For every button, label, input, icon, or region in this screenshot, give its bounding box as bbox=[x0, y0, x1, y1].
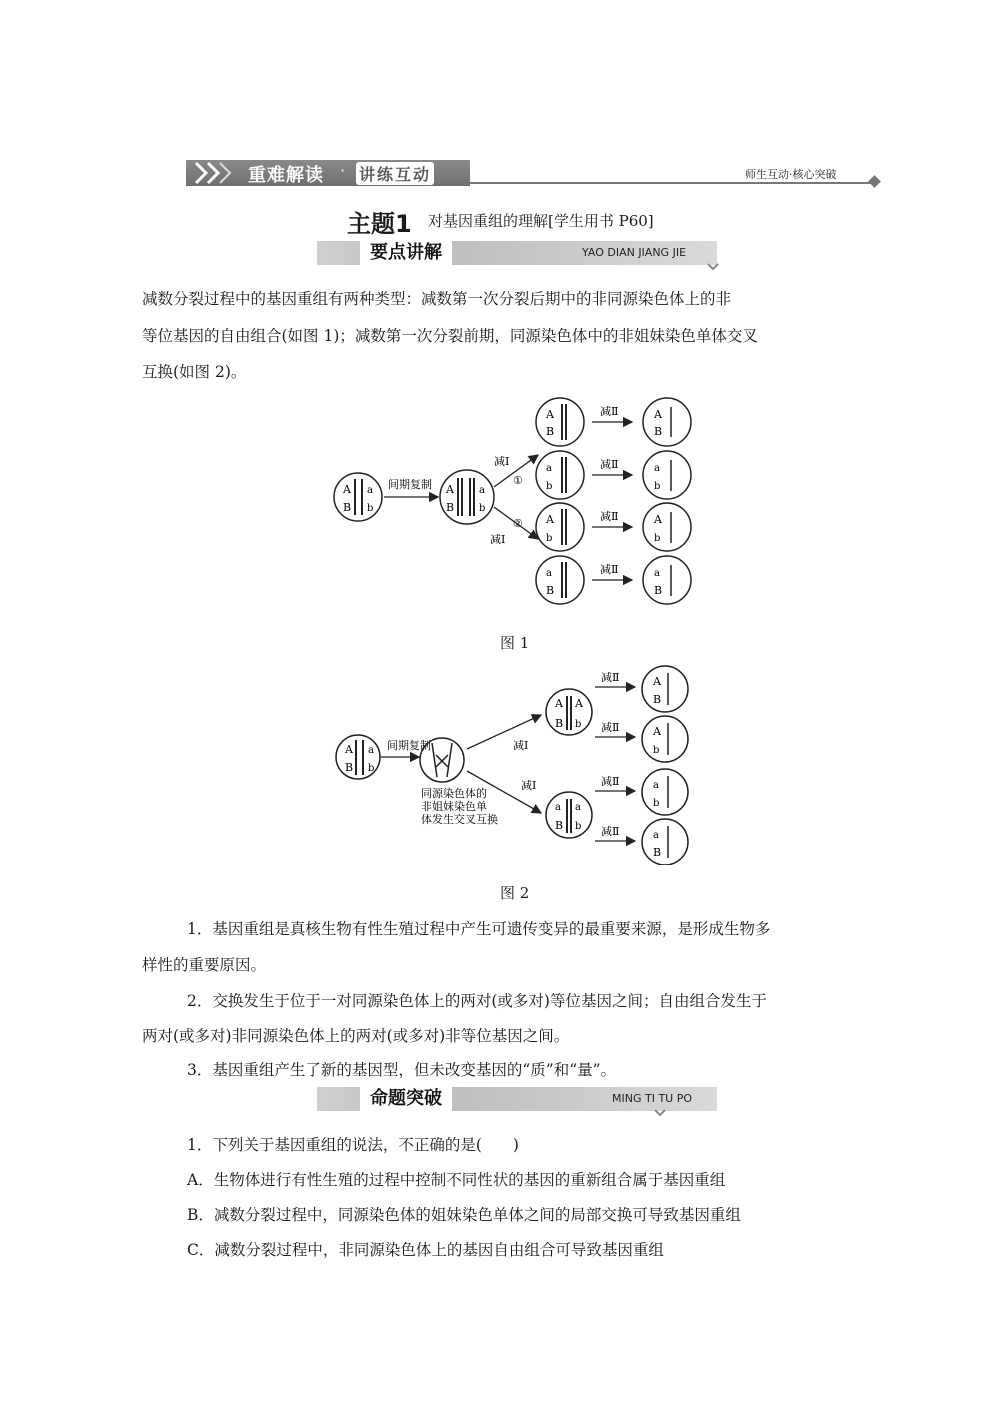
svg-text:b: b bbox=[575, 719, 582, 730]
chevron-down-icon bbox=[653, 1108, 667, 1118]
fig2-note-1: 同源染色体的 bbox=[421, 787, 487, 800]
svg-text:减Ⅱ: 减Ⅱ bbox=[600, 458, 619, 471]
question-stem: 1．下列关于基因重组的说法，不正确的是( ) bbox=[187, 1136, 519, 1154]
point-3: 3．基因重组产生了新的基因型，但未改变基因的“质”和“量”。 bbox=[187, 1061, 617, 1079]
chevron-down-icon bbox=[706, 262, 720, 272]
fig2-m1-cell-1 bbox=[546, 689, 592, 735]
svg-text:减Ⅱ: 减Ⅱ bbox=[601, 825, 620, 838]
header-rule bbox=[470, 182, 875, 184]
svg-text:减Ⅱ: 减Ⅱ bbox=[601, 671, 620, 684]
svg-text:A: A bbox=[654, 513, 662, 526]
figure-1-caption: 图 1 bbox=[500, 634, 530, 652]
svg-text:减Ⅱ: 减Ⅱ bbox=[601, 775, 620, 788]
svg-text:A: A bbox=[653, 675, 661, 688]
svg-text:B: B bbox=[555, 819, 564, 832]
fig2-m2-cell-2 bbox=[642, 716, 688, 762]
svg-text:B: B bbox=[654, 425, 663, 438]
fig2-m2-cell-3 bbox=[642, 769, 688, 815]
fig1-m1-cell-3 bbox=[536, 503, 584, 551]
svg-text:b: b bbox=[653, 745, 660, 756]
header-right-label: 师生互动·核心突破 bbox=[745, 168, 837, 181]
svg-text:A: A bbox=[575, 697, 583, 710]
svg-text:a: a bbox=[368, 745, 374, 756]
fig1-m2-cell-3 bbox=[643, 503, 691, 551]
svg-text:B: B bbox=[653, 846, 662, 859]
fig1-replicate-label: 间期复制 bbox=[388, 478, 432, 491]
svg-text:a: a bbox=[653, 830, 659, 841]
option-c: C．减数分裂过程中，非同源染色体上的基因自由组合可导致基因重组 bbox=[187, 1241, 664, 1259]
fig1-mid-cell bbox=[440, 470, 494, 524]
fig2-note-3: 体发生交叉互换 bbox=[421, 813, 498, 826]
svg-text:a: a bbox=[654, 463, 660, 474]
fig1-start-cell bbox=[334, 473, 382, 521]
fig1-path2: ② bbox=[513, 517, 523, 530]
svg-text:b: b bbox=[368, 763, 375, 774]
topic-label: 主题1 bbox=[347, 210, 412, 238]
svg-text:b: b bbox=[479, 503, 486, 514]
topic-text: 对基因重组的理解[学生用书 P60] bbox=[428, 212, 654, 230]
fig1-m2-cell-4 bbox=[643, 556, 691, 604]
svg-text:B: B bbox=[546, 584, 555, 597]
diamond-icon bbox=[868, 175, 881, 188]
point-1-line-2: 样性的重要原因。 bbox=[142, 956, 267, 974]
svg-text:a: a bbox=[575, 802, 581, 813]
svg-text:A: A bbox=[546, 513, 554, 526]
figure-2-diagram bbox=[335, 665, 700, 865]
svg-text:B: B bbox=[653, 693, 662, 706]
fig2-note-2: 非姐妹染色单 bbox=[421, 800, 487, 813]
fig1-m1-cell-2 bbox=[536, 451, 584, 499]
svg-text:B: B bbox=[654, 584, 663, 597]
svg-text:A: A bbox=[446, 483, 454, 496]
section-english-questions: MING TI TU PO bbox=[612, 1092, 693, 1105]
option-a: A．生物体进行有性生殖的过程中控制不同性状的基因的重新组合属于基因重组 bbox=[187, 1171, 726, 1189]
fig2-replicate-label: 间期复制 bbox=[387, 739, 431, 752]
intro-line-1: 减数分裂过程中的基因重组有两种类型：减数第一次分裂后期中的非同源染色体上的非 bbox=[142, 290, 732, 308]
section-title-keypoints: 要点讲解 bbox=[360, 241, 452, 265]
fig1-m2-cell-1 bbox=[643, 398, 691, 446]
fig1-path1: ① bbox=[513, 474, 523, 487]
svg-text:b: b bbox=[653, 798, 660, 809]
svg-text:减Ⅱ: 减Ⅱ bbox=[600, 563, 619, 576]
fig1-start-b: b bbox=[367, 503, 374, 514]
svg-text:a: a bbox=[479, 485, 485, 496]
header-title: 重难解读 bbox=[248, 165, 324, 186]
fig1-m1-cell-1 bbox=[536, 398, 584, 446]
fig2-m1-cell-2 bbox=[546, 792, 592, 838]
double-chevron-icon bbox=[192, 160, 238, 186]
svg-text:b: b bbox=[546, 481, 553, 492]
point-2-line-1: 2．交换发生于位于一对同源染色体上的两对(或多对)等位基因之间；自由组合发生于 bbox=[187, 992, 767, 1010]
svg-text:减Ⅱ: 减Ⅱ bbox=[600, 405, 619, 418]
fig1-m1-cell-4 bbox=[536, 556, 584, 604]
section-english-keypoints: YAO DIAN JIANG JIE bbox=[582, 246, 687, 259]
intro-line-2: 等位基因的自由组合(如图 1)；减数第一次分裂前期，同源染色体中的非姐妹染色单体交叉 bbox=[142, 327, 758, 345]
svg-text:a: a bbox=[654, 568, 660, 579]
fig1-m1-label-bottom: 减Ⅰ bbox=[490, 533, 506, 546]
point-2-line-2: 两对(或多对)非同源染色体上的两对(或多对)非等位基因之间。 bbox=[142, 1027, 570, 1045]
svg-text:B: B bbox=[446, 501, 455, 514]
svg-text:A: A bbox=[653, 725, 661, 738]
option-b: B．减数分裂过程中，同源染色体的姐妹染色单体之间的局部交换可导致基因重组 bbox=[187, 1206, 741, 1224]
svg-text:A: A bbox=[555, 697, 563, 710]
svg-text:b: b bbox=[654, 533, 661, 544]
figure-2-caption: 图 2 bbox=[500, 884, 530, 902]
svg-text:A: A bbox=[654, 408, 662, 421]
svg-text:b: b bbox=[575, 821, 582, 832]
section-title-questions: 命题突破 bbox=[360, 1087, 452, 1111]
svg-text:减Ⅰ: 减Ⅰ bbox=[513, 739, 529, 752]
fig1-start-B: B bbox=[343, 501, 352, 514]
svg-text:B: B bbox=[345, 761, 354, 774]
svg-text:减Ⅱ: 减Ⅱ bbox=[600, 510, 619, 523]
intro-line-3: 互换(如图 2)。 bbox=[142, 363, 247, 381]
fig2-m2-cell-1 bbox=[642, 666, 688, 712]
fig2-m2-cell-4 bbox=[642, 819, 688, 865]
svg-text:减Ⅰ: 减Ⅰ bbox=[521, 779, 537, 792]
svg-text:a: a bbox=[555, 802, 561, 813]
point-1-line-1: 1．基因重组是真核生物有性生殖过程中产生可遗传变异的最重要来源，是形成生物多 bbox=[187, 920, 771, 938]
fig2-start-cell bbox=[336, 735, 380, 779]
svg-text:a: a bbox=[546, 463, 552, 474]
figure-1-diagram bbox=[330, 395, 710, 615]
header-separator: · bbox=[340, 161, 346, 180]
svg-text:b: b bbox=[654, 481, 661, 492]
svg-text:a: a bbox=[546, 568, 552, 579]
svg-text:减Ⅱ: 减Ⅱ bbox=[601, 721, 620, 734]
header-subtitle: 讲练互动 bbox=[356, 162, 434, 185]
fig1-start-A: A bbox=[343, 483, 351, 496]
fig1-m2-cell-2 bbox=[643, 451, 691, 499]
fig2-crossover-cell bbox=[420, 738, 464, 782]
fig1-m1-label-top: 减Ⅰ bbox=[494, 455, 510, 468]
svg-text:A: A bbox=[546, 408, 554, 421]
fig1-start-a: a bbox=[367, 485, 373, 496]
svg-text:B: B bbox=[546, 425, 555, 438]
svg-text:b: b bbox=[546, 533, 553, 544]
svg-text:A: A bbox=[345, 743, 353, 756]
svg-text:a: a bbox=[653, 780, 659, 791]
svg-text:B: B bbox=[555, 717, 564, 730]
